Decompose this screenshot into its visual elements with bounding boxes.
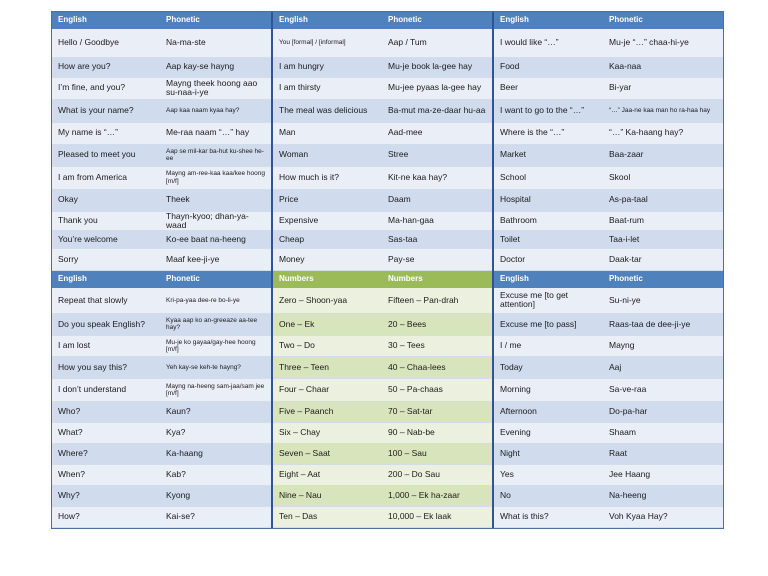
bottom-phrase-row [52,288,723,313]
bottom-phrase-cell: Afternoon [493,401,603,422]
top-phrase-cell: “…” Ka-haang hay? [603,122,723,144]
bottom-phrase-cell: Evening [493,422,603,443]
bottom-phrase-cell: Seven – Saat [272,443,382,464]
top-phrase-cell: My name is “…” [52,122,160,144]
bottom-phrase-cell: Three – Teen [272,356,382,378]
top-phrase-cell: Expensive [272,211,382,231]
bottom-phrase-cell: Kyong [160,485,272,506]
bottom-phrase-cell: Eight – Aat [272,464,382,485]
bottom-phrase-cell: I am lost [52,335,160,356]
bottom-column-header: English [52,271,160,289]
bottom-phrase-cell: Fifteen – Pan-drah [382,288,493,313]
bottom-phrase-cell: Who? [52,401,160,422]
top-phrase-cell: Sas-taa [382,231,493,249]
top-phrase-cell: As-pa-taal [603,189,723,211]
bottom-phrase-cell: No [493,485,603,506]
top-phrase-cell: Maaf kee-ji-ye [160,249,272,271]
top-phrase-cell: Food [493,57,603,77]
top-phrase-cell: Baa-zaar [603,144,723,166]
bottom-phrase-cell: Excuse me [to pass] [493,313,603,335]
top-phrase-cell: Hello / Goodbye [52,29,160,57]
bottom-phrase-row [52,356,723,378]
bottom-phrase-cell: Mayng [603,335,723,356]
bottom-phrase-cell: Morning [493,378,603,401]
top-column-header: Phonetic [160,12,272,29]
bottom-phrase-cell: Mayng na-heeng sam-jaa/sam jee [m/f] [160,378,272,401]
top-phrase-cell: Baat-rum [603,211,723,231]
top-phrase-cell: Thayn-kyoo; dhan-ya-waad [160,211,272,231]
top-phrase-cell: Market [493,144,603,166]
top-column-header: Phonetic [382,12,493,29]
top-phrase-cell: Kaa-naa [603,57,723,77]
bottom-phrase-row [52,313,723,335]
top-phrase-cell: Aap kaa naam kyaa hay? [160,99,272,122]
top-phrase-cell: Woman [272,144,382,166]
top-column-header: English [272,12,382,29]
top-phrase-cell: Na-ma-ste [160,29,272,57]
top-column-header: English [493,12,603,29]
bottom-phrase-cell: Kri-pa-yaa dee-re bo-li-ye [160,288,272,313]
bottom-phrase-cell: Shaam [603,422,723,443]
top-column-header: English [52,12,160,29]
bottom-phrase-cell: 1,000 – Ek ha-zaar [382,485,493,506]
bottom-phrase-cell: Today [493,356,603,378]
bottom-phrase-cell: Su-ni-ye [603,288,723,313]
bottom-phrase-cell: Kaun? [160,401,272,422]
bottom-phrase-cell: Six – Chay [272,422,382,443]
bottom-phrase-cell: When? [52,464,160,485]
bottom-column-header: English [493,271,603,289]
top-phrase-cell: Taa-i-let [603,231,723,249]
bottom-phrase-row [52,335,723,356]
bottom-phrase-cell: 20 – Bees [382,313,493,335]
top-phrase-cell: I’m fine, and you? [52,77,160,99]
bottom-phrase-row [52,401,723,422]
top-phrase-row [52,99,723,122]
bottom-phrase-cell: Two – Do [272,335,382,356]
bottom-phrase-cell: 50 – Pa-chaas [382,378,493,401]
top-phrase-cell: Skool [603,166,723,189]
top-phrase-row [52,122,723,144]
top-phrase-cell: Mayng am-ree-kaa kaa/kee hoong [m/f] [160,166,272,189]
bottom-phrase-cell: Kab? [160,464,272,485]
top-phrase-cell: How are you? [52,57,160,77]
top-phrase-cell: Money [272,249,382,271]
bottom-phrase-cell: Kai-se? [160,506,272,527]
top-phrase-cell: Aap kay-se hayng [160,57,272,77]
bottom-phrase-row [52,485,723,506]
top-phrase-cell: Kit-ne kaa hay? [382,166,493,189]
top-phrase-cell: You [formal] / [informal] [272,29,382,57]
bottom-phrase-cell: Kyaa aap ko an-greeaze aa-tee hay? [160,313,272,335]
bottom-phrase-cell: Excuse me [to get attention] [493,288,603,313]
bottom-phrase-cell: Ka-haang [160,443,272,464]
top-phrase-row [52,77,723,99]
bottom-phrase-cell: 90 – Nab-be [382,422,493,443]
phrase-table [52,12,723,528]
top-phrase-cell: Okay [52,189,160,211]
top-phrase-cell: Man [272,122,382,144]
top-phrase-cell: Mu-je book la-gee hay [382,57,493,77]
bottom-phrase-cell: Sa-ve-raa [603,378,723,401]
top-phrase-cell: How much is it? [272,166,382,189]
bottom-phrase-row [52,378,723,401]
top-phrase-cell: Mu-jee pyaas la-gee hay [382,77,493,99]
bottom-phrase-cell: One – Ek [272,313,382,335]
top-phrase-cell: Doctor [493,249,603,271]
top-phrase-row [52,189,723,211]
bottom-phrase-cell: 70 – Sat-tar [382,401,493,422]
top-phrase-cell: Where is the “…” [493,122,603,144]
bottom-phrase-cell: Do you speak English? [52,313,160,335]
bottom-phrase-cell: Mu-je ko gayaa/gay-hee hoong [m/f] [160,335,272,356]
top-phrase-cell: I am thirsty [272,77,382,99]
bottom-phrase-cell: I don’t understand [52,378,160,401]
bottom-phrase-cell: Night [493,443,603,464]
top-phrase-cell: Daak-tar [603,249,723,271]
top-phrase-row [52,231,723,249]
top-phrase-cell: Mayng theek hoong aao su-naa-i-ye [160,77,272,99]
bottom-phrase-row [52,506,723,527]
bottom-phrase-cell: Four – Chaar [272,378,382,401]
top-phrase-cell: Hospital [493,189,603,211]
bottom-phrase-cell: Five – Paanch [272,401,382,422]
top-phrase-cell: What is your name? [52,99,160,122]
top-phrase-cell: Thank you [52,211,160,231]
bottom-phrase-cell: Ten – Das [272,506,382,527]
bottom-phrase-row [52,422,723,443]
top-phrase-cell: Ba-mut ma-ze-daar hu-aa [382,99,493,122]
bottom-column-header: Numbers [382,271,493,289]
bottom-phrase-cell: Aaj [603,356,723,378]
bottom-phrase-cell: 200 – Do Sau [382,464,493,485]
bottom-phrase-cell: Kya? [160,422,272,443]
bottom-phrase-cell: Yeh kay-se keh-te hayng? [160,356,272,378]
top-phrase-row [52,57,723,77]
bottom-phrase-cell: Repeat that slowly [52,288,160,313]
bottom-column-header: Phonetic [603,271,723,289]
top-phrase-row [52,144,723,166]
top-phrase-cell: Daam [382,189,493,211]
top-phrase-cell: I would like “…” [493,29,603,57]
top-phrase-cell: Bi-yar [603,77,723,99]
top-phrase-cell: Toilet [493,231,603,249]
bottom-phrase-cell: 10,000 – Ek laak [382,506,493,527]
top-phrase-cell: Cheap [272,231,382,249]
top-phrase-cell: Mu-je “…” chaa-hi-ye [603,29,723,57]
bottom-phrase-row [52,443,723,464]
bottom-phrase-row [52,464,723,485]
bottom-phrase-cell: What? [52,422,160,443]
top-phrase-cell: Theek [160,189,272,211]
top-phrase-cell: Stree [382,144,493,166]
top-phrase-row [52,166,723,189]
bottom-phrase-cell: Raat [603,443,723,464]
top-phrase-cell: The meal was delicious [272,99,382,122]
top-phrase-cell: Ko-ee baat na-heeng [160,231,272,249]
bottom-phrase-cell: Raas-taa de dee-ji-ye [603,313,723,335]
bottom-phrase-cell: How? [52,506,160,527]
bottom-column-header: Phonetic [160,271,272,289]
phrase-sheet [51,11,724,529]
top-phrase-cell: Aap / Tum [382,29,493,57]
bottom-phrase-cell: 40 – Chaa-lees [382,356,493,378]
top-phrase-cell: Beer [493,77,603,99]
top-phrase-cell: Pleased to meet you [52,144,160,166]
bottom-phrase-cell: Voh Kyaa Hay? [603,506,723,527]
bottom-phrase-cell: What is this? [493,506,603,527]
top-phrase-cell: I want to go to the “…” [493,99,603,122]
top-phrase-cell: Ma-han-gaa [382,211,493,231]
bottom-phrase-cell: Nine – Nau [272,485,382,506]
top-phrase-cell: Pay-se [382,249,493,271]
bottom-phrase-cell: How you say this? [52,356,160,378]
top-phrase-cell: I am from America [52,166,160,189]
bottom-phrase-cell: Yes [493,464,603,485]
bottom-phrase-cell: I / me [493,335,603,356]
top-phrase-row [52,29,723,57]
bottom-phrase-cell: Na-heeng [603,485,723,506]
bottom-column-header: Numbers [272,271,382,289]
top-phrase-row [52,249,723,271]
bottom-phrase-cell: 100 – Sau [382,443,493,464]
top-phrase-cell: I am hungry [272,57,382,77]
top-phrase-cell: Aap se mil-kar ba-hut ku-shee he-ee [160,144,272,166]
bottom-phrase-cell: Where? [52,443,160,464]
top-phrase-cell: “…” Jaa-ne kaa man ho ra-haa hay [603,99,723,122]
top-header-row [52,12,723,29]
bottom-phrase-cell: Jee Haang [603,464,723,485]
top-phrase-cell: Bathroom [493,211,603,231]
bottom-header-row [52,271,723,289]
bottom-phrase-cell: Do-pa-har [603,401,723,422]
top-column-header: Phonetic [603,12,723,29]
top-phrase-cell: Price [272,189,382,211]
top-phrase-cell: School [493,166,603,189]
bottom-phrase-cell: 30 – Tees [382,335,493,356]
top-phrase-cell: You’re welcome [52,231,160,249]
top-phrase-cell: Sorry [52,249,160,271]
bottom-phrase-cell: Why? [52,485,160,506]
top-phrase-cell: Me-raa naam “…” hay [160,122,272,144]
bottom-phrase-cell: Zero – Shoon-yaa [272,288,382,313]
top-phrase-cell: Aad-mee [382,122,493,144]
top-phrase-row [52,211,723,231]
